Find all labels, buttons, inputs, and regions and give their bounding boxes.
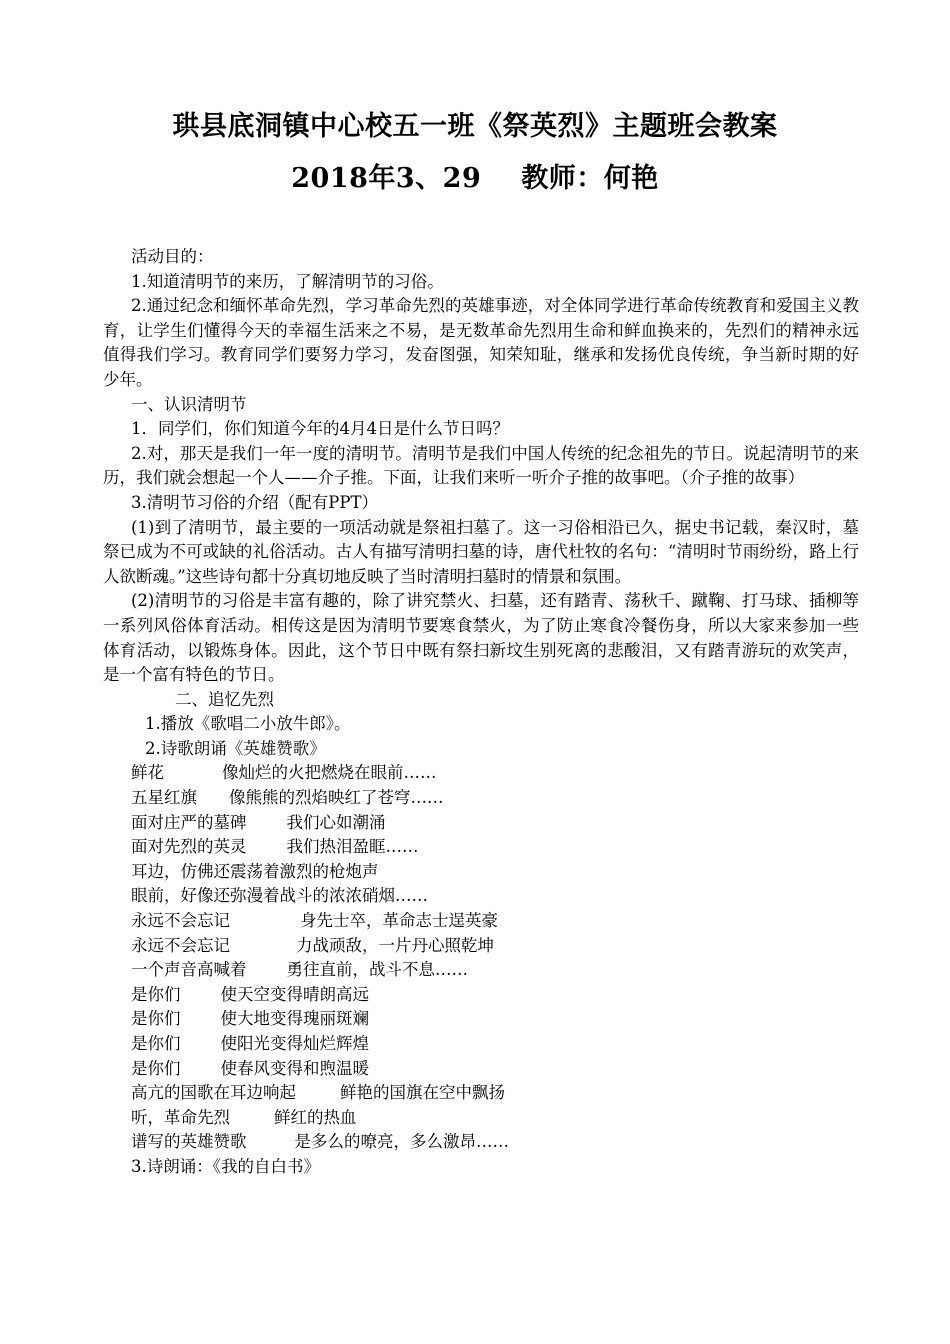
- section-item: 3.诗朗诵：《我的自白书》: [131, 1156, 320, 1176]
- section-item: 2.对，那天是我们一年一度的清明节。清明节是我们中国人传统的纪念祖先的节日。说起清明节的来历，我们就会想起一个人——介子推。下面，让我们来听一听介子推的故事吧。（介子推的故事）: [103, 443, 859, 488]
- poem-line: 谱写的英雄赞歌 是多么的嘹亮，多么激昂……: [131, 1132, 509, 1152]
- section-item: 1．同学们，你们知道今年的4月4日是什么节日吗？: [131, 419, 509, 439]
- poem-line: 眼前，好像还弥漫着战斗的浓浓硝烟……: [131, 886, 428, 906]
- poem-line: 面对先烈的英灵 我们热泪盈眶……: [131, 837, 419, 857]
- poem-line: 听，革命先烈 鲜红的热血: [131, 1107, 357, 1127]
- section-item: 2.诗歌朗诵《英雄赞歌》: [145, 738, 326, 758]
- poem-line: 是你们 使春风变得和煦温暖: [131, 1058, 369, 1078]
- section-heading: 一、认识清明节: [131, 394, 247, 414]
- poem-line: 高亢的国歌在耳边响起 鲜艳的国旗在空中飘扬: [131, 1083, 505, 1103]
- poem-line: 是你们 使天空变得晴朗高远: [131, 984, 369, 1004]
- document-title: 珙县底洞镇中心校五一班《祭英烈》主题班会教案: [172, 111, 778, 142]
- poem-line: 五星红旗 像熊熊的烈焰映红了苍穹……: [131, 788, 444, 808]
- poem-line: 是你们 使阳光变得灿烂辉煌: [131, 1034, 369, 1053]
- section-subitem: (2)清明节的习俗是丰富有趣的，除了讲究禁火、扫墓，还有踏青、荡秋千、蹴鞠、打马球、插柳等一系列风俗体育活动。相传这是因为清明节要寒食禁火，为了防止寒食冷餐伤身，所以大家来参加一些体育活动，以锻炼身体。因此，这个节日中既有祭扫新坟生别死离的悲酸泪，又有踏青游玩的欢笑声，是一个富有特色的节日。: [103, 591, 859, 685]
- poem: [103, 761, 859, 1155]
- section-item: 1.播放《歌唱二小放牛郎》。: [145, 714, 351, 734]
- poem-line: 耳边，仿佛还震荡着激烈的枪炮声: [131, 861, 379, 881]
- section-subitem: (1)到了清明节，最主要的一项活动就是祭祖扫墓了。这一习俗相沿已久，据史书记载，秦汉时，墓祭已成为不可或缺的礼俗活动。古人有描写清明扫墓的诗，唐代杜牧的名句：“清明时节雨纷纷，路上行人欲断魂。”这些诗句都十分真切地反映了当时清明扫墓时的情景和氛围。: [103, 517, 859, 586]
- poem-line: 永远不会忘记 力战顽敌，一片丹心照乾坤: [131, 935, 494, 955]
- lesson-date: 2018年3、29: [291, 163, 482, 194]
- document-body: [103, 245, 859, 1180]
- poem-line: 一个声音高喊着 勇往直前，战斗不息……: [131, 960, 468, 980]
- goal-heading: 活动目的：: [131, 247, 214, 266]
- goal-item: 2.通过纪念和缅怀革命先烈，学习革命先烈的英雄事迹，对全体同学进行革命传统教育和爱国主义教育，让学生们懂得今天的幸福生活来之不易，是无数革命先烈用生命和鲜血换来的，先烈们的精神永远值得我们学习。教育同学们要努力学习，发奋图强，知荣知耻，继承和发扬优良传统，争当新时期的好少年。: [103, 296, 859, 389]
- teacher-name: 教师：何艳: [521, 163, 659, 194]
- goal-item: 1.知道清明节的来历，了解清明节的习俗。: [131, 271, 444, 291]
- poem-line: 永远不会忘记 身先士卒，革命志士逞英豪: [131, 911, 498, 931]
- document-subtitle: [0, 156, 950, 195]
- poem-line: 面对庄严的墓碑 我们心如潮涌: [131, 812, 386, 832]
- poem-line: 是你们 使大地变得瑰丽斑斓: [131, 1009, 369, 1029]
- section-item: 3.清明节习俗的介绍（配有PPT）: [131, 492, 378, 512]
- section-heading: 二、追忆先烈: [175, 689, 274, 709]
- poem-line: 鲜花 像灿烂的火把燃烧在眼前……: [131, 763, 437, 783]
